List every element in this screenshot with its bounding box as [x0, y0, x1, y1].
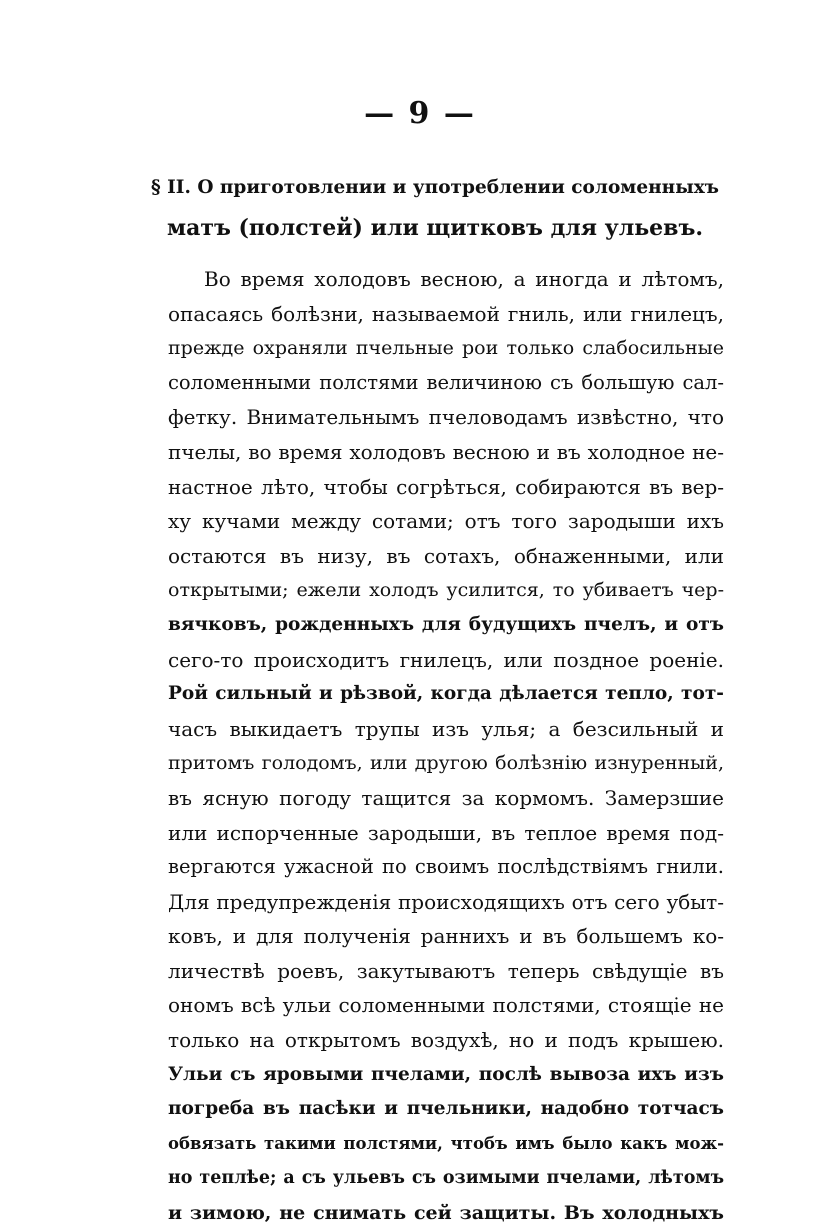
text-line: въ ясную погоду тащится за кормомъ. Замерзшие	[168, 785, 724, 810]
text-line: но теплѣе; а съ ульевъ съ озимыми пчелами, лѣтомъ	[168, 1168, 724, 1189]
text-line: соломенными полстями величиною съ большую сал-	[168, 370, 724, 394]
text-line: фетку. Внимательнымъ пчеловодамъ извѣстно, что	[168, 405, 724, 430]
text-line: притомъ голодомъ, или другою болѣзнію изнуренный,	[168, 752, 724, 775]
text-line: Во время холодовъ весною, а иногда и лѣтомъ,	[204, 267, 724, 291]
text-line: Ульи съ яровыми пчелами, послѣ вывоза ихъ изъ	[168, 1063, 724, 1085]
text-line: ху кучами между сотами; отъ того зародыши ихъ	[168, 509, 724, 534]
section-heading-line: матъ (полстей) или щитковъ для ульевъ.	[166, 215, 703, 241]
text-line: или испорченные зародыши, въ теплое время под-	[168, 820, 724, 845]
page-number: — 9 —	[364, 96, 476, 131]
text-line: опасаясь болѣзни, называемой гниль, или гнилецъ,	[168, 301, 724, 326]
text-line: ковъ, и для полученія раннихъ и въ большемъ ко-	[168, 924, 724, 949]
text-line: ономъ всѣ ульи соломенными полстями, стоящіе не	[168, 993, 724, 1018]
text-line: пчелы, во время холодовъ весною и въ холодное не-	[168, 439, 724, 464]
text-line: вергаются ужасной по своимъ послѣдствіямъ гнили.	[168, 855, 724, 879]
text-line: вячковъ, рожденныхъ для будущихъ пчелъ, и отъ	[168, 613, 724, 635]
body-text	[168, 262, 724, 1231]
section-heading-line: § II. О приготовлении и употреблении соломенныхъ	[151, 177, 719, 198]
text-line: открытыми; ежели холодъ усилится, то убиваетъ чер-	[168, 579, 724, 602]
text-line: Для предупрежденія происходящихъ отъ сего убыт-	[168, 889, 724, 914]
text-line: обвязать такими полстями, чтобъ имъ было какъ мож-	[168, 1133, 724, 1153]
text-line: только на открытомъ воздухѣ, но и подъ крышею.	[168, 1028, 724, 1053]
text-line: остаются въ низу, въ сотахъ, обнаженными, или	[168, 543, 724, 568]
section-heading	[150, 168, 720, 248]
text-line: погреба въ пасѣки и пчельники, надобно тотчасъ	[168, 1098, 724, 1120]
text-line: настное лѣто, чтобы согрѣться, собираются въ вер-	[168, 474, 724, 499]
text-line: часъ выкидаетъ трупы изъ улья; а безсильный и	[168, 716, 724, 741]
text-line: прежде охраняли пчельные рои только слабосильные	[168, 337, 724, 360]
text-line: и зимою, не снимать сей защиты. Въ холодныхъ	[168, 1202, 724, 1225]
text-line: личествѣ роевъ, закутываютъ теперь свѣдущіе въ	[168, 958, 724, 983]
text-line: Рой сильный и рѣзвой, когда дѣлается тепло, тот-	[168, 683, 724, 705]
text-line: сего-то происходитъ гнилецъ, или позднoе роеніе.	[168, 647, 724, 672]
